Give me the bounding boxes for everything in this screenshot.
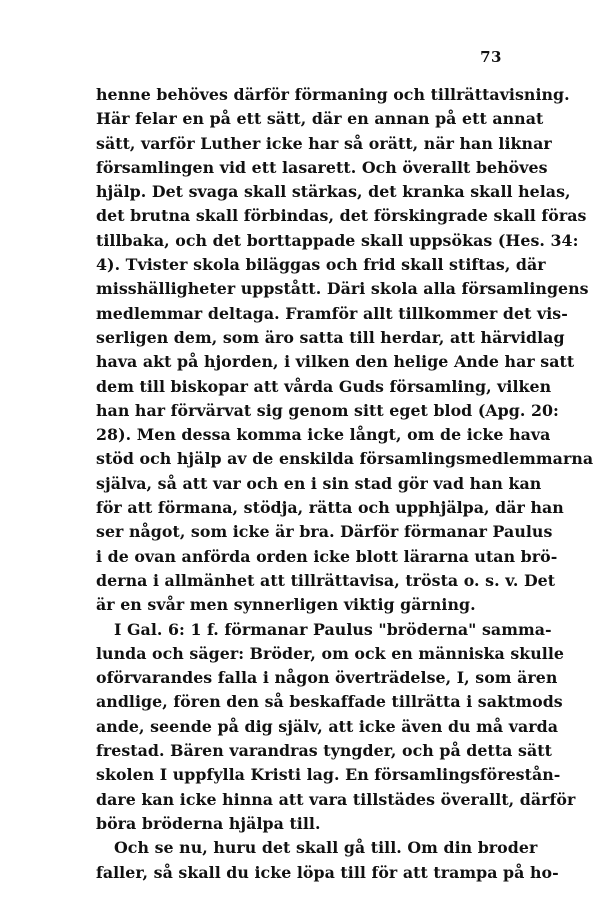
text-line: 28). Men dessa komma icke långt, om de icke hava: [96, 425, 551, 445]
text-line: lunda och säger: Bröder, om ock en människa skulle: [96, 643, 565, 663]
text-line: för att förmana, stödja, rätta och upphjälpa, där han: [96, 498, 564, 518]
text-line: oförvarandes falla i någon överträdelse, I, som ären: [96, 668, 558, 688]
text-line: dare kan icke hinna att vara tillstädes överallt, därför: [96, 789, 576, 809]
text-line: serligen dem, som äro satta till herdar, att härvidlag: [96, 327, 565, 347]
text-line: själva, så att var och en i sin stad gör vad han kan: [96, 473, 542, 493]
paragraph-end-line: är en svår men synnerligen viktig gärning.: [96, 595, 476, 615]
text-line: Här felar en på ett sätt, där en annan på ett annat: [96, 109, 544, 129]
body-text: [96, 83, 594, 885]
text-line: det brutna skall förbindas, det förskingrade skall föras: [96, 206, 587, 226]
text-line: derna i allmänhet att tillrättavisa, trösta o. s. v. Det: [96, 570, 556, 590]
paragraph-start-line: Och se nu, huru det skall gå till. Om din broder: [114, 838, 538, 858]
text-line: stöd och hjälp av de enskilda församlingsmedlemmarna: [96, 449, 594, 469]
paragraph-end-line: böra bröderna hjälpa till.: [96, 813, 321, 833]
text-line: ande, seende på dig själv, att icke även du må varda: [96, 716, 558, 736]
text-line: ser något, som icke är bra. Därför förmanar Paulus: [96, 522, 553, 542]
text-line: i de ovan anförda orden icke blott lärarna utan brö-: [96, 546, 558, 566]
text-line: faller, så skall du icke löpa till för att trampa på ho-: [96, 862, 559, 882]
text-line: tillbaka, och det borttappade skall uppsökas (Hes. 34:: [96, 230, 579, 250]
text-line: misshälligheter uppstått. Däri skola alla församlingens: [96, 279, 589, 299]
text-line: han har förvärvat sig genom sitt eget blod (Apg. 20:: [96, 400, 559, 420]
text-line: medlemmar deltaga. Framför allt tillkommer det vis-: [96, 303, 568, 323]
text-line: frestad. Bären varandras tyngder, och på detta sätt: [96, 741, 552, 761]
text-line: skolen I uppfylla Kristi lag. En församlingsförestån-: [96, 765, 561, 785]
page-number: 73: [480, 48, 502, 66]
text-line: sätt, varför Luther icke har så orätt, när han liknar: [96, 133, 552, 153]
text-line: hjälp. Det svaga skall stärkas, det kranka skall helas,: [96, 182, 571, 202]
text-line: henne behöves därför förmaning och tillrättavisning.: [96, 85, 570, 104]
text-line: andlige, fören den så beskaffade tillrätta i saktmods: [96, 692, 563, 712]
paragraph-start-line: I Gal. 6: 1 f. förmanar Paulus "bröderna" samma-: [114, 619, 552, 639]
text-line: hava akt på hjorden, i vilken den helige Ande har satt: [96, 352, 575, 372]
text-line: dem till biskopar att vårda Guds församling, vilken: [96, 376, 552, 396]
text-line: församlingen vid ett lasarett. Och överallt behöves: [96, 157, 548, 177]
text-line: 4). Tvister skola biläggas och frid skall stiftas, där: [96, 255, 546, 275]
